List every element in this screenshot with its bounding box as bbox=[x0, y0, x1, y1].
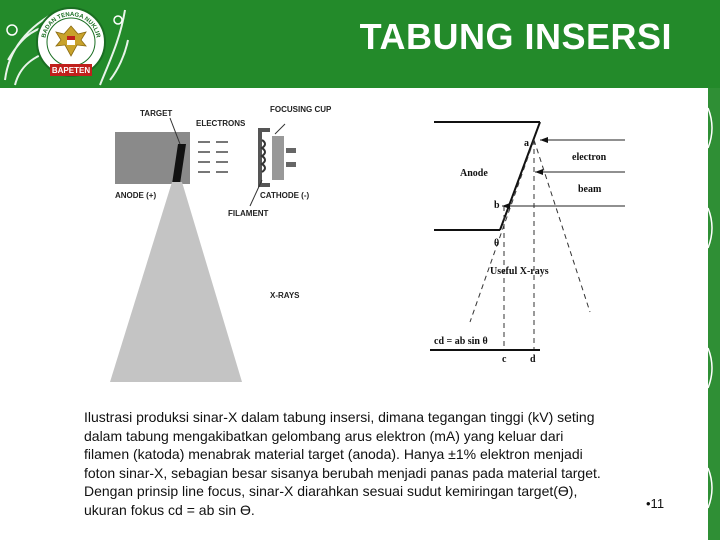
caption-line: dalam tabung mengakibatkan gelombang arus elektron (mA) yang keluar dari bbox=[84, 427, 564, 444]
label-electrons: ELECTRONS bbox=[196, 119, 246, 128]
label-filament: FILAMENT bbox=[228, 209, 269, 218]
bapeten-logo bbox=[28, 4, 114, 84]
label-focusing-cup: FOCUSING CUP bbox=[270, 105, 332, 114]
xray-beam-fan bbox=[110, 182, 242, 382]
label-useful-xrays: Useful X-rays bbox=[490, 266, 549, 277]
caption-line: filamen (katoda) menabrak material target (anoda). Hanya ±1% elektron menjadi bbox=[84, 446, 583, 462]
label-anode-right: Anode bbox=[460, 168, 488, 179]
line-focus-diagram bbox=[430, 112, 630, 370]
caption-line: Ilustrasi produksi sinar-X dalam tabung insersi, dimana tegangan tinggi (kV) seting bbox=[84, 409, 595, 425]
side-decoration bbox=[706, 88, 720, 540]
label-cathode: CATHODE (-) bbox=[260, 191, 310, 200]
caption-line: Dengan prinsip line focus, sinar-X diarahkan sesuai sudut kemiringan target(ϴ), bbox=[84, 483, 578, 499]
caption-text bbox=[84, 408, 684, 519]
electron-stream bbox=[198, 142, 228, 172]
label-xrays: X-RAYS bbox=[270, 291, 300, 300]
logo-banner-text: BAPETEN bbox=[51, 66, 91, 75]
label-point-a: a bbox=[524, 138, 529, 149]
slide-title: TABUNG INSERSI bbox=[359, 16, 672, 57]
label-target: TARGET bbox=[140, 109, 173, 118]
label-theta: θ bbox=[494, 238, 500, 249]
label-electron: electron bbox=[572, 152, 607, 163]
caption-line: foton sinar-X, sebagian besar sisanya berubah menjadi panas pada material target. bbox=[84, 464, 601, 481]
label-formula: cd = ab sin θ bbox=[434, 336, 488, 347]
label-point-d: d bbox=[530, 354, 536, 365]
caption-line: ukuran fokus cd = ab sin ϴ. bbox=[84, 501, 255, 518]
logo-ring-text: BADAN TENAGA NUKLIR bbox=[41, 11, 101, 39]
label-beam: beam bbox=[578, 184, 602, 195]
cathode-assembly bbox=[260, 130, 296, 185]
label-anode: ANODE (+) bbox=[115, 191, 157, 200]
label-point-c: c bbox=[502, 354, 507, 365]
page-number: •11 bbox=[646, 496, 665, 511]
header-banner bbox=[0, 0, 720, 88]
xray-tube-diagram bbox=[110, 100, 350, 390]
label-point-b: b bbox=[494, 200, 500, 211]
